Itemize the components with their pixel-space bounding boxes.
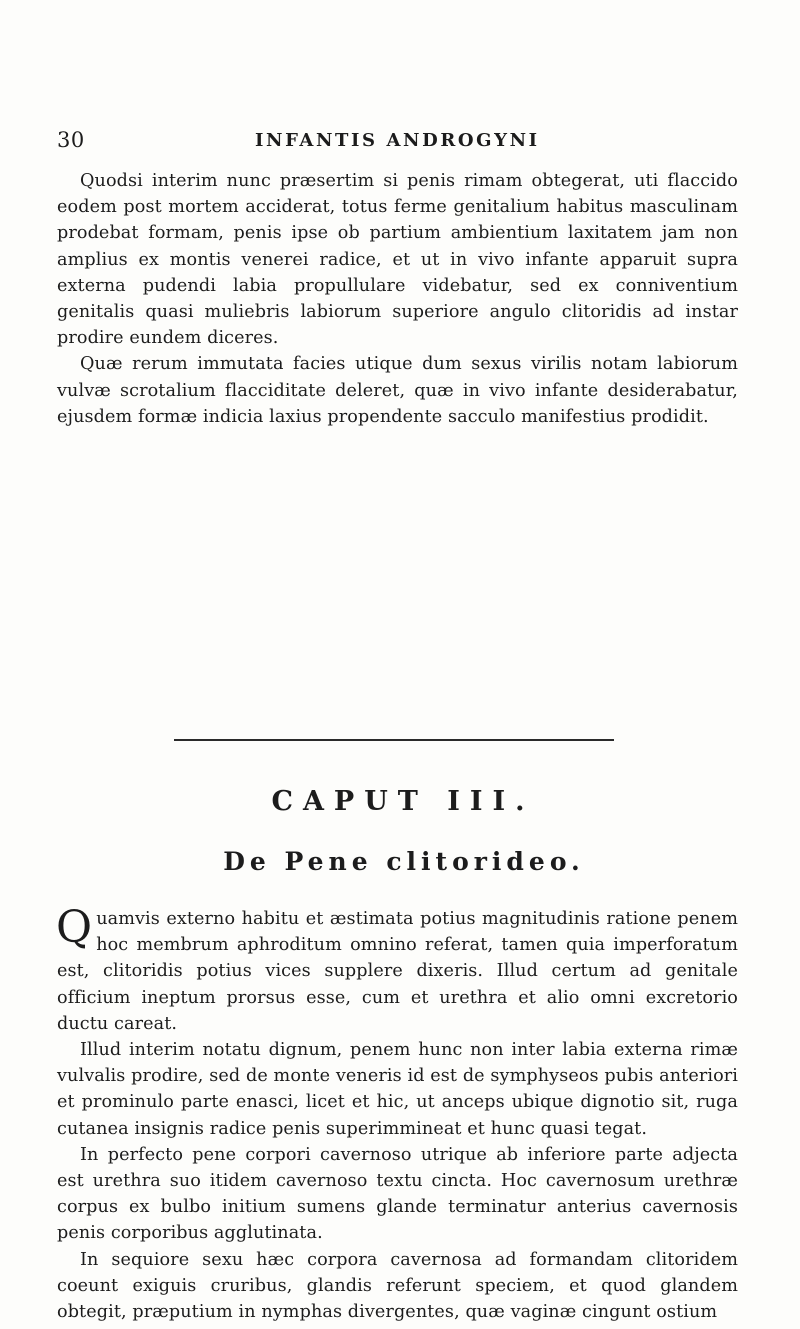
paragraph: Illud interim notatu dignum, penem hunc non inter labia externa rimæ vulvalis prodire, sed de monte veneris id est de symphyseos pubis anteriori et prominulo parte enasci, licet et hic, ut anceps ubique dignotio sit, ruga cutanea insignis radice penis superimmineat et hunc quasi tegat. <box>57 1040 738 1139</box>
paragraph: Quodsi interim nunc præsertim si penis rimam obtegerat, uti flaccido eodem post mortem acciderat, totus ferme genitalium habitus masculinam prodebat formam, penis ipse ob partium ambientium laxitatem jam non amplius ex montis venerei radice, et ut in vivo infante apparuit supra externa pudendi labia propullulare videbatur, sed ex conniventium genitalis quasi muliebris labiorum superiore angulo clitoridis ad instar prodire eundem diceres. <box>57 171 738 349</box>
drop-cap-initial: Q <box>56 902 93 953</box>
paragraph: In perfecto pene corpori cavernoso utrique ab inferiore parte adjecta est urethra suo itidem cavernoso textu cincta. Hoc cavernosum urethræ corpus ex bulbo initium sumens glande terminatur anterius cavernosis penis corporibus agglutinata. <box>57 1144 738 1244</box>
running-head <box>57 128 737 158</box>
paragraph: Quæ rerum immutata facies utique dum sexus virilis notam labiorum vulvæ scrotalium flacciditate deleret, quæ in vivo infante desiderabatur, ejusdem formæ indicia laxius propendente sacculo manifestius prodidit. <box>57 354 738 427</box>
running-title: INFANTIS ANDROGYNI <box>255 130 540 151</box>
paragraph <box>56 902 738 1037</box>
preceding-section-text <box>57 168 738 430</box>
paragraph-text: uamvis externo habitu et æstimata potius magnitudinis ratione penem hoc membrum aphroditum omnino referat, tamen quia imperforatum est, clitoridis potius vices supplere dixeris. Illud certum ad genitale officium ineptum prorsus esse, cum et urethra et alio omni excretorio ductu careat. <box>57 909 738 1034</box>
page-number: 30 <box>57 128 85 152</box>
chapter-body-text <box>56 902 738 1325</box>
chapter-heading: CAPUT III. <box>271 786 535 817</box>
chapter-subtitle: De Pene clitorideo. <box>223 847 585 876</box>
section-divider-rule <box>174 739 614 741</box>
paragraph: In sequiore sexu hæc corpora cavernosa ad formandam clitoridem coeunt exiguis cruribus, glandis referunt speciem, et quod glandem obtegit, præputium in nymphas divergentes, quæ vaginæ cingunt ostium <box>57 1249 738 1323</box>
